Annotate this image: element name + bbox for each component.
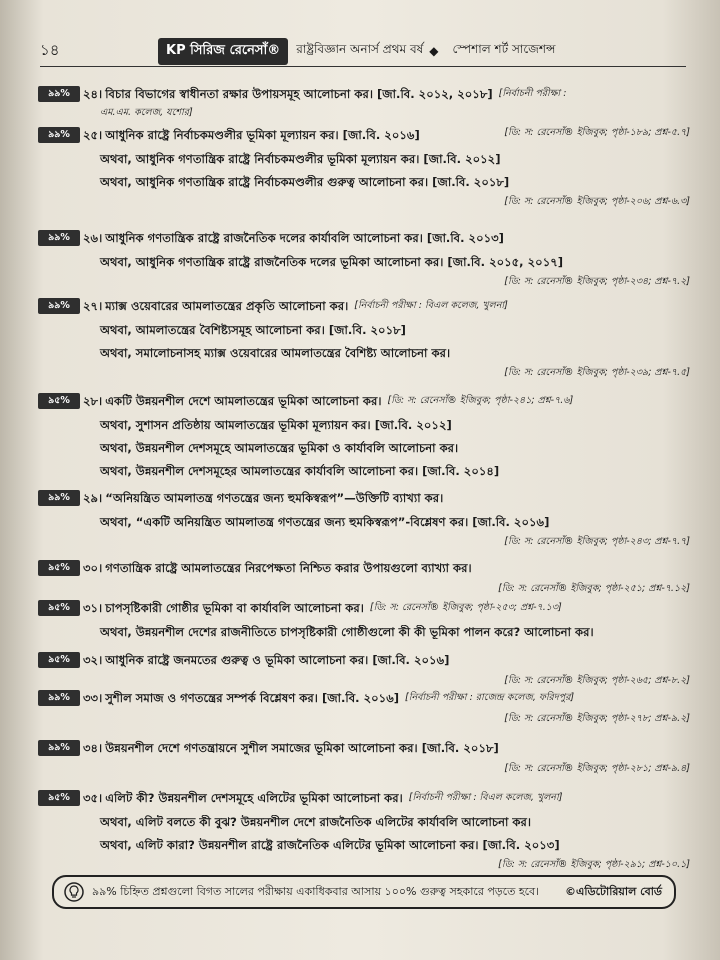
question-line bbox=[38, 490, 690, 506]
easybook-reference: [ডি: স: রেনেসাঁ® ইজিবুক; পৃষ্ঠা-২৫১; প্রশ্ন-৭.১২] bbox=[498, 583, 690, 594]
question-text: আধুনিক গণতান্ত্রিক রাষ্ট্রে রাজনৈতিক দলের কার্যাবলি আলোচনা কর। [জা.বি. ২০১৩] bbox=[105, 231, 504, 245]
question-number: ৩০। bbox=[83, 561, 103, 575]
question-text: এলিট কী? উন্নয়নশীল দেশসমূহে এলিটের ভূমিকা আলোচনা কর। bbox=[105, 791, 403, 805]
question-item bbox=[38, 600, 690, 639]
question-source: [নির্বাচনী পরীক্ষা : রাজেন্দ্র কলেজ, ফরিদপুর] bbox=[405, 692, 575, 703]
easybook-reference: [ডি: স: রেনেসাঁ® ইজিবুক; পৃষ্ঠা-২৩৪; প্রশ্ন-৭.২] bbox=[504, 276, 690, 287]
importance-badge: ৯৯% bbox=[38, 298, 80, 314]
question-item bbox=[38, 127, 690, 209]
question-number: ২৪। bbox=[83, 87, 103, 101]
page-header bbox=[40, 38, 680, 64]
question-text: আধুনিক রাষ্ট্রে জনমতের গুরুত্ব ও ভূমিকা আলোচনা কর। [জা.বি. ২০১৬] bbox=[105, 653, 450, 667]
question-item bbox=[38, 230, 690, 289]
header-divider bbox=[40, 66, 686, 67]
question-text: চাপসৃষ্টিকারী গোষ্ঠীর ভূমিকা বা কার্যাবলি আলোচনা কর। bbox=[105, 601, 364, 615]
alternate-question: অথবা, সমালোচনাসহ ম্যাক্স ওয়েবারের আমলাতন্ত্রের বৈশিষ্ট্য আলোচনা কর। bbox=[100, 346, 451, 360]
alternate-question: অথবা, এলিট কারা? উন্নয়নশীল রাষ্ট্রে রাজনৈতিক এলিটের ভূমিকা আলোচনা কর। [জা.বি. ২০১৩] bbox=[100, 838, 560, 852]
question-item bbox=[38, 790, 690, 872]
question-number: ৩২। bbox=[83, 653, 103, 667]
source-continuation: এম.এম. কলেজ, যশোর] bbox=[100, 107, 193, 118]
question-item bbox=[38, 393, 690, 478]
question-number: ২৮। bbox=[83, 394, 103, 408]
alternate-question: অথবা, উন্নয়নশীল দেশের রাজনীতিতে চাপসৃষ্টিকারী গোষ্ঠীগুলো কী কী ভূমিকা পালন করে? আলোচনা কর। bbox=[100, 625, 594, 639]
question-line bbox=[38, 600, 690, 616]
alternate-question: অথবা, আধুনিক গণতান্ত্রিক রাষ্ট্রে নির্বাচকমণ্ডলীর গুরুত্ব আলোচনা কর। [জা.বি. ২০১৮] bbox=[100, 175, 510, 189]
question-line bbox=[38, 393, 690, 409]
question-text: ম্যাক্স ওয়েবারের আমলাতন্ত্রের প্রকৃতি আলোচনা কর। bbox=[105, 299, 349, 313]
footer-note: ৯৯% চিহ্নিত প্রশ্নগুলো বিগত সালের পরীক্ষায় একাধিকবার আসায় ১০০% গুরুত্ব সহকারে পড়তে হবে। bbox=[92, 884, 540, 898]
question-line bbox=[38, 86, 690, 102]
alternate-question: অথবা, উন্নয়নশীল দেশসমূহে আমলাতন্ত্রের ভূমিকা ও কার্যাবলি আলোচনা কর। bbox=[100, 441, 459, 455]
section-title: স্পেশাল শর্ট সাজেশন্স bbox=[452, 42, 556, 56]
importance-badge: ৯৫% bbox=[38, 652, 80, 668]
question-number: ৩১। bbox=[83, 601, 103, 615]
question-item bbox=[38, 690, 690, 726]
diamond-icon: ◆ bbox=[429, 44, 439, 58]
easybook-reference: [ডি: স: রেনেসাঁ® ইজিবুক; পৃষ্ঠা-২৭৮; প্রশ্ন-৯.২] bbox=[504, 713, 690, 724]
importance-badge: ৯৯% bbox=[38, 86, 80, 102]
question-source: [ডি: স: রেনেসাঁ® ইজিবুক; পৃষ্ঠা-২৪১; প্রশ্ন-৭.৬] bbox=[387, 395, 574, 406]
question-source: [নির্বাচনী পরীক্ষা : বিএল কলেজ, খুলনা] bbox=[354, 300, 508, 311]
easybook-reference: [ডি: স: রেনেসাঁ® ইজিবুক; পৃষ্ঠা-২০৬; প্রশ্ন-৬.৩] bbox=[504, 196, 690, 207]
question-item bbox=[38, 298, 690, 380]
question-line bbox=[38, 652, 690, 668]
question-source: [নির্বাচনী পরীক্ষা : bbox=[498, 88, 567, 99]
question-text: বিচার বিভাগের স্বাধীনতা রক্ষার উপায়সমূহ আলোচনা কর। [জা.বি. ২০১২, ২০১৮] bbox=[105, 87, 493, 101]
question-text: আধুনিক রাষ্ট্রে নির্বাচকমণ্ডলীর ভূমিকা মূল্যায়ন কর। [জা.বি. ২০১৬] bbox=[105, 128, 420, 142]
question-number: ২৫। bbox=[83, 128, 103, 142]
question-text: “অনিয়ন্ত্রিত আমলাতন্ত্র গণতন্ত্রের জন্য হুমকিস্বরূপ”—উক্তিটি ব্যাখ্যা কর। bbox=[105, 491, 444, 505]
brand-logo: KP সিরিজ রেনেসাঁ® bbox=[158, 38, 288, 65]
footer-note-box bbox=[52, 875, 676, 909]
importance-badge: ৯৯% bbox=[38, 740, 80, 756]
alternate-question: অথবা, সুশাসন প্রতিষ্ঠায় আমলাতন্ত্রের ভূমিকা মূল্যায়ন কর। [জা.বি. ২০১২] bbox=[100, 418, 452, 432]
alternate-question: অথবা, এলিট বলতে কী বুঝ? উন্নয়নশীল দেশে রাজনৈতিক এলিটের কার্যাবলি আলোচনা কর। bbox=[100, 815, 532, 829]
question-text: একটি উন্নয়নশীল দেশে আমলাতন্ত্রের ভূমিকা আলোচনা কর। bbox=[105, 394, 382, 408]
question-item bbox=[38, 652, 690, 688]
importance-badge: ৯৫% bbox=[38, 560, 80, 576]
question-text: গণতান্ত্রিক রাষ্ট্রে আমলাতন্ত্রের নিরপেক্ষতা নিশ্চিত করার উপায়গুলো ব্যাখ্যা কর। bbox=[105, 561, 472, 575]
importance-badge: ৯৯% bbox=[38, 127, 80, 143]
question-number: ৩৪। bbox=[83, 741, 103, 755]
question-number: ২৯। bbox=[83, 491, 103, 505]
question-line bbox=[38, 740, 690, 756]
question-number: ৩৩। bbox=[83, 691, 103, 705]
importance-badge: ৯৫% bbox=[38, 790, 80, 806]
easybook-reference: [ডি: স: রেনেসাঁ® ইজিবুক; পৃষ্ঠা-২৯১; প্রশ্ন-১০.১] bbox=[498, 859, 690, 870]
question-line bbox=[38, 298, 690, 314]
question-item bbox=[38, 740, 690, 776]
question-text: উন্নয়নশীল দেশে গণতন্ত্রায়নে সুশীল সমাজের ভূমিকা আলোচনা কর। [জা.বি. ২০১৮] bbox=[105, 741, 499, 755]
subject-title: রাষ্ট্রবিজ্ঞান অনার্স প্রথম বর্ষ bbox=[296, 42, 424, 56]
question-line bbox=[38, 127, 690, 143]
question-text: সুশীল সমাজ ও গণতন্ত্রের সম্পর্ক বিশ্লেষণ কর। [জা.বি. ২০১৬] bbox=[105, 691, 400, 705]
easybook-reference: [ডি: স: রেনেসাঁ® ইজিবুক; পৃষ্ঠা-২৬৫; প্রশ্ন-৮.২] bbox=[504, 675, 690, 686]
easybook-reference: [ডি: স: রেনেসাঁ® ইজিবুক; পৃষ্ঠা-২৩৯; প্রশ্ন-৭.৫] bbox=[504, 367, 690, 378]
page-number: ১৪ bbox=[40, 40, 60, 59]
alternate-question: অথবা, আধুনিক গণতান্ত্রিক রাষ্ট্রে রাজনৈতিক দলের ভূমিকা আলোচনা কর। [জা.বি. ২০১৫, ২০১৭] bbox=[100, 255, 564, 269]
easybook-reference: [ডি: স: রেনেসাঁ® ইজিবুক; পৃষ্ঠা-১৮৯; প্রশ্ন-৫.৭] bbox=[504, 127, 690, 138]
question-number: ২৭। bbox=[83, 299, 103, 313]
importance-badge: ৯৯% bbox=[38, 690, 80, 706]
question-source: [ডি: স: রেনেসাঁ® ইজিবুক; পৃষ্ঠা-২৫৩; প্রশ্ন-৭.১৩] bbox=[369, 602, 562, 613]
alternate-question: অথবা, উন্নয়নশীল দেশসমূহের আমলাতন্ত্রের কার্যাবলি আলোচনা কর। [জা.বি. ২০১৪] bbox=[100, 464, 500, 478]
editorial-board: ©এডিটোরিয়াল বোর্ড bbox=[565, 884, 662, 898]
lightbulb-icon bbox=[64, 882, 84, 902]
alternate-question: অথবা, আমলাতন্ত্রের বৈশিষ্ট্যসমূহ আলোচনা কর। [জা.বি. ২০১৮] bbox=[100, 323, 406, 337]
alternate-question: অথবা, “একটি অনিয়ন্ত্রিত আমলাতন্ত্র গণতন্ত্রের জন্য হুমকিস্বরূপ”-বিশ্লেষণ কর। [জা.বি. ২০১৬] bbox=[100, 515, 550, 529]
question-line bbox=[38, 230, 690, 246]
importance-badge: ৯৫% bbox=[38, 393, 80, 409]
importance-badge: ৯৯% bbox=[38, 230, 80, 246]
question-number: ৩৫। bbox=[83, 791, 103, 805]
question-source: [নির্বাচনী পরীক্ষা : বিএল কলেজ, খুলনা] bbox=[408, 792, 563, 803]
question-item bbox=[38, 490, 690, 549]
question-line bbox=[38, 690, 690, 706]
easybook-reference: [ডি: স: রেনেসাঁ® ইজিবুক; পৃষ্ঠা-২৮১; প্রশ্ন-৯.৪] bbox=[504, 763, 690, 774]
question-item bbox=[38, 560, 690, 596]
importance-badge: ৯৯% bbox=[38, 490, 80, 506]
alternate-question: অথবা, আধুনিক গণতান্ত্রিক রাষ্ট্রে নির্বাচকমণ্ডলীর ভূমিকা মূল্যায়ন কর। [জা.বি. ২০১২] bbox=[100, 152, 501, 166]
importance-badge: ৯৫% bbox=[38, 600, 80, 616]
question-line bbox=[38, 560, 690, 576]
question-line bbox=[38, 790, 690, 806]
question-number: ২৬। bbox=[83, 231, 103, 245]
easybook-reference: [ডি: স: রেনেসাঁ® ইজিবুক; পৃষ্ঠা-২৪৩; প্রশ্ন-৭.৭] bbox=[504, 536, 690, 547]
